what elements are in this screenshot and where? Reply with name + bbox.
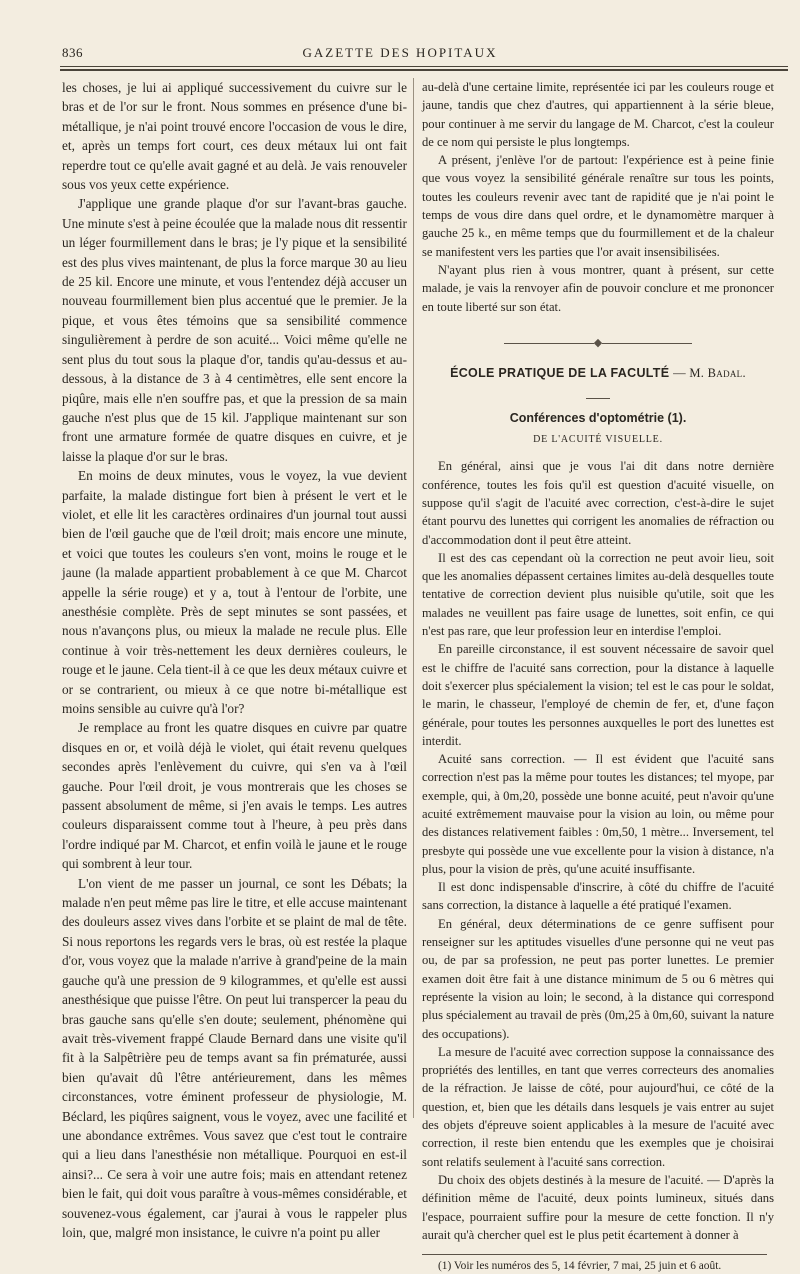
paragraph: Acuité sans correction. — Il est évident que l'acuité sans correction n'est pas la même pour toutes les distances; tel myope, par exemple, qui, à 0m,20, possède une bonne acuité, peut n'avoir qu'une acuité extrêmement mauvaise pour la vision au loin, ou même pour des distances relativement faibles : 0m,50, 1 mètre... Inversement, tel presbyte qui possède une vue excellente pour la vision à distance, n'a plus, pour la vision de près, qu'une acuité insuffisante. [422, 752, 774, 876]
paragraph: Je remplace au front les quatre disques en cuivre par quatre disques en or, et voilà déjà le violet, qui était revenu quelques secondes après l'enlèvement du cuivre, qui s'en va à l'œil gauche. Pour l'œil droit, je vous montrerais que les choses se passent absolument de même, si j'en avais le temps. Les autres couleurs disparaissent comme tout à l'heure, à peu près dans l'ordre indiqué par M. Charcot, et enfin voilà le jaune et le rouge qui sombrent à leur tour. [62, 720, 407, 872]
paragraph: N'ayant plus rien à vous montrer, quant à présent, sur cette malade, je vais la renvoyer afin de pouvoir conclure et me prononcer en toute liberté sur son état. [422, 262, 774, 314]
section-separator: ◆ [422, 334, 774, 352]
section-title-text: ÉCOLE PRATIQUE DE LA FACULTÉ [450, 366, 670, 381]
paragraph: Du choix des objets destinés à la mesure de l'acuité. — D'après la définition même de l'acuité, deux points lumineux, situés dans l'espace, pourraient suffire pour la mesure de cette fonction. Il n'y aurait qu'à chercher quel est le plus petit écartement à donner à [422, 1172, 774, 1242]
footnote-rule [422, 1254, 767, 1255]
paragraph: L'on vient de me passer un journal, ce sont les Débats; la malade n'en peut même pas lire le titre, et elle accuse maintenant des douleurs assez vives dans l'orbite et se plaint de mal de tête. Si nous reportons les regards vers le bras, où est restée la plaque d'or, vous voyez que la malade n'arrive à grand'peine de la main gauche qu'à une pression de 9 kilogrammes, et qu'elle est aussi anesthésique que puisse l'être. On peut lui transpercer la peau du bras gauche sans qu'elle s'en doute; seulement, phénomène qui avait très-vivement frappé Claude Bernard dans une visite qu'il fit à la Salpêtrière peu de temps avant sa fin prématurée, aussi bien qu'avait dû l'être antérieurement, dans les mêmes circonstances, votre éminent professeur de physiologie, M. Béclard, les piqûres saignent, vous le voyez, avec une facilité et une abondance extrêmes. Vous savez que c'est tout le contraire qui a lieu dans l'anesthésie non métallique. Pourquoi en est-il ainsi?... Ce sera à voir une autre fois; mais en attendant retenez bien le fait, qui doit vous paraître à vous-mêmes considérable, et souvenez-vous également, car j'aurai à vous le rappeler plus loin, que, malgré mon insistance, le cuivre n'a point pu aller [62, 875, 408, 1240]
footnote: (1) Voir les numéros des 5, 14 février, 7 mai, 25 juin et 6 août. [438, 1260, 722, 1273]
paragraph: En général, deux déterminations de ce genre suffisent pour renseigner sur les aptitudes visuelles d'une personne qui ne veut pas ou, de par sa profession, ne peut pas porter lunettes. Le premier examen doit être fait à une distance minimum de 5 ou 6 mètres qui représente la vision au loin; le second, à la distance qui correspond plus spécialement au travail de près (0m,25 à 0m,60, suivant la nature des occupations). [422, 916, 774, 1041]
paragraph: La mesure de l'acuité avec correction suppose la connaissance des propriétés des lentilles, en tant que verres correcteurs des anomalies de la réfraction. Je laisse de côté, pour aujourd'hui, ce côté de la question, et, bien que les détails dans lesquels je vais entrer au sujet des objets d'épreuve soient applicables à la mesure de l'acuité avec correction, il reste bien entendu que les exemples que je choisirai sont relatifs seulement à l'acuité sans correction. [422, 1044, 774, 1169]
page-number: 836 [62, 45, 83, 60]
section-title [422, 364, 774, 382]
paragraph: Il est donc indispensable d'inscrire, à côté du chiffre de l'acuité sans correction, la distance à laquelle a été pratiqué l'examen. [422, 880, 774, 913]
paragraph: En pareille circonstance, il est souvent nécessaire de savoir quel est le chiffre de l'acuité sans correction, pour la distance à laquelle doit s'exercer plus spécialement la vision; tel est le cas pour le soldat, le marin, le chasseur, l'employé de chemin de fer, et, d'une façon générale, pour toutes les personnes auxquelles le port des lunettes est interdit. [422, 642, 774, 748]
paragraph: au-delà d'une certaine limite, représentée ici par les couleurs rouge et jaune, tandis que chez d'autres, qui appartiennent à la série bleue, pour continuer à me servir du langage de M. Charcot, c'est la couleur de ce nom qui persiste le plus longtemps. [422, 80, 774, 149]
lecture-subtitle: DE L'ACUITÉ VISUELLE. [533, 434, 663, 446]
right-column [422, 78, 774, 1274]
header-rule [60, 66, 788, 71]
paragraph: A présent, j'enlève l'or de partout: l'expérience est à peine finie que vous voyez la sensibilité générale renaître sur tous les points, toutes les couleurs revenir avec tant de rapidité que je n'ai point le temps de vous dire dans quel ordre, et le dynamomètre marquer à gauche 25 k., en même temps que du fourmillement et de la chaleur se manifestent vers les parties que l'or avait insensibilisées. [422, 153, 774, 259]
column-divider [413, 78, 414, 1118]
lecture-title: Conférences d'optométrie (1). [509, 410, 687, 425]
short-rule [422, 386, 774, 404]
left-column [62, 78, 407, 1242]
section-lecturer: — M. Badal. [673, 366, 746, 381]
paragraph: En moins de deux minutes, vous le voyez, la vue devient parfaite, la malade distingue fort bien à présent le vert et le violet, et elle lit les caractères ordinaires d'un journal tout aussi bien de l'œil gauche que de l'œil droit; mais encore une minute, et voici que toutes les couleurs s'en vont, moins le rouge et le jaune (la malade appartient probablement à ce que M. Charcot appelle la série rouge) et y a, tout à l'entour de l'orbite, une anesthésie complète. Près de sept minutes se sont passées, et nous n'avançons plus, ou mieux la malade ne recule plus. Elle continue à voir très-nettement les deux dernières couleurs, le rouge et le jaune. Cela tient-il à ce que les deux métaux cuivre et or se contrarient, ou mieux à ce que notre bi-métallique est moins sensible au cuivre qu'à l'or? [62, 468, 407, 716]
paragraph: les choses, je lui ai appliqué successivement du cuivre sur le bras et de l'or sur le front. Nous sommes en présence d'une bi-métallique, je n'ai point trouvé encore l'occasion de vous le dire, et, après un temps fort court, ces deux métaux lui ont fait reperdre tout ce qu'elle avait gagné et au delà. Je vais renouveler sous vos yeux cette expérience. [62, 80, 407, 193]
paragraph: J'applique une grande plaque d'or sur l'avant-bras gauche. Une minute s'est à peine écoulée que la malade nous dit ressentir un léger fourmillement dans le bras; je l'y pique et la sensibilité est des plus vives maintenant, de plus la force marque 30 au lieu de 25 kil. Encore une minute, et vous l'entendez déjà accuser un nouveau fourmillement bien plus accentué que le premier. Je la pique, et vous êtes témoins que sa sensibilité commence singulièrement à perdre de son acuité... Voici même qu'elle ne sent plus du tout sous la plaque d'or, tandis qu'au-dessus et au-dessous, à la distance de 3 à 4 centimètres, elle sent encore la piqûre, mais elle n'en souffre pas, et que la pression de sa main gauche n'est plus que de 15 kil. J'applique maintenant sur son front une armature formée de quatre disques en cuivre, et je laisse la plaque d'or sur le bras. [62, 196, 407, 464]
paragraph: En général, ainsi que je vous l'ai dit dans notre dernière conférence, toutes les fois qu'il est question d'acuité visuelle, on suppose qu'il s'agit de l'acuité avec correction, c'est-à-dire le sujet étant pourvu des lunettes qui corrigent les anomalies de réfraction ou d'accommodation dont il peut être atteint. [422, 459, 774, 547]
journal-title: GAZETTE DES HOPITAUX [302, 45, 498, 60]
paragraph: Il est des cas cependant où la correction ne peut avoir lieu, soit que les anomalies dépassent certaines limites au-delà desquelles toute tentative de correction devient plus nuisible qu'utile, soit que les malades ne veuillent pas faire usage de lunettes, soit enfin, ce qui n'est pas rare, que leur profession leur en interdise l'emploi. [422, 550, 774, 639]
